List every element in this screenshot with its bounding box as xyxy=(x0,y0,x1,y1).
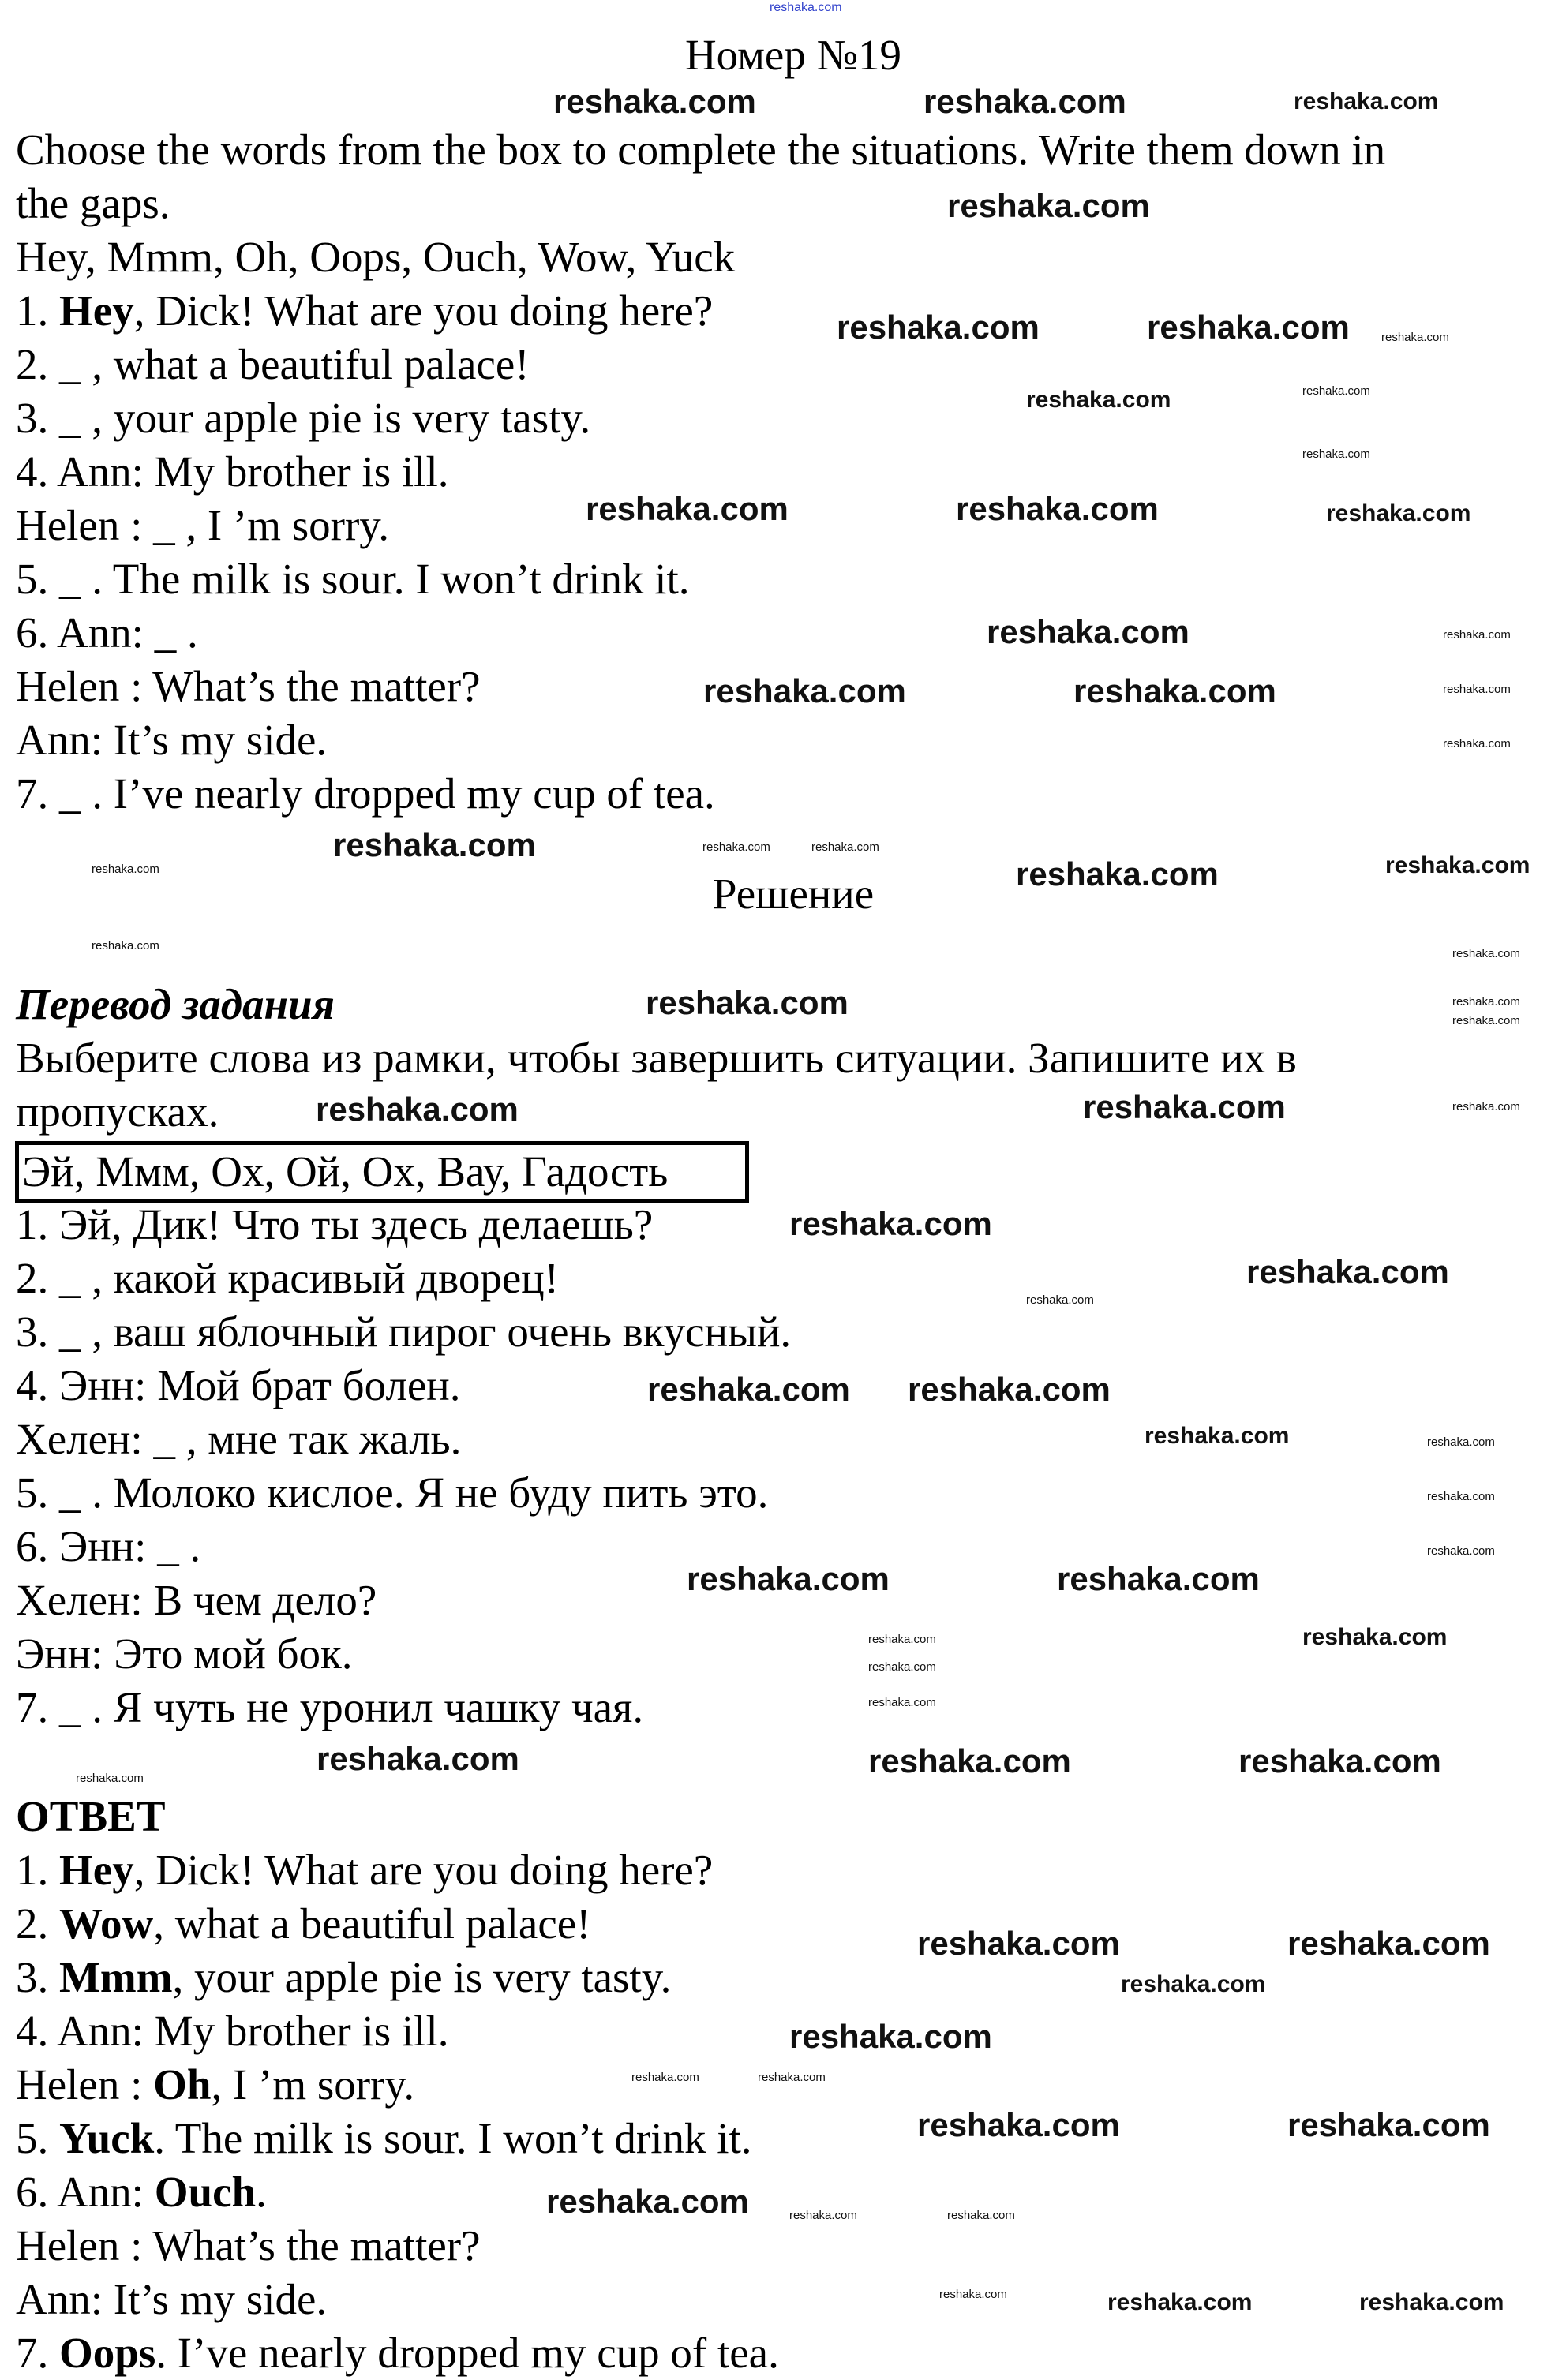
text-line xyxy=(16,391,1385,445)
text-line xyxy=(16,123,1385,177)
watermark: reshaka.com xyxy=(923,83,1126,120)
text-segment: , Dick! What are you doing here? xyxy=(133,1846,714,1894)
watermark: reshaka.com xyxy=(687,1560,890,1597)
text-line xyxy=(16,1305,791,1359)
watermark: reshaka.com xyxy=(789,2209,857,2222)
text-segment: пропусках. xyxy=(16,1087,219,1136)
watermark: reshaka.com xyxy=(1381,331,1449,344)
text-line xyxy=(16,1897,779,1951)
text-line xyxy=(16,338,1385,391)
text-segment: Helen : xyxy=(16,2060,154,2109)
watermark-top[interactable]: reshaka.com xyxy=(770,1,842,14)
text-segment: 6. Ann: _ . xyxy=(16,608,198,657)
text-line xyxy=(16,1790,779,1843)
text-line xyxy=(16,1413,791,1466)
text-segment: , Dick! What are you doing here? xyxy=(133,286,714,335)
page-title: Номер №19 xyxy=(684,31,902,79)
bold-answer: Oh xyxy=(153,2060,212,2109)
text-line xyxy=(16,1520,791,1574)
text-segment: Hey, Mmm, Oh, Oops, Ouch, Wow, Yuck xyxy=(16,233,736,281)
text-segment: 2. xyxy=(16,1899,59,1948)
watermark: reshaka.com xyxy=(811,840,879,854)
text-line xyxy=(16,177,1385,230)
text-segment: Хелен: _ , мне так жаль. xyxy=(16,1415,462,1463)
bold-answer: Hey xyxy=(59,286,134,335)
text-segment: , I ’m sorry. xyxy=(211,2060,415,2109)
text-segment: 2. _ , какой красивый дворец! xyxy=(16,1254,559,1302)
watermark: reshaka.com xyxy=(1452,947,1520,960)
watermark: reshaka.com xyxy=(789,2018,992,2055)
watermark: reshaka.com xyxy=(1427,1435,1495,1449)
text-line xyxy=(16,767,1385,821)
text-line xyxy=(16,1252,791,1305)
watermark: reshaka.com xyxy=(1452,995,1520,1009)
text-segment: 4. Энн: Мой брат болен. xyxy=(16,1361,461,1409)
text-segment: 4. Ann: My brother is ill. xyxy=(16,447,449,496)
watermark: reshaka.com xyxy=(947,187,1150,224)
watermark: reshaka.com xyxy=(1287,2106,1490,2143)
text-segment: . xyxy=(256,2168,267,2216)
section-heading: Перевод задания xyxy=(16,980,335,1028)
watermark: reshaka.com xyxy=(1147,309,1350,346)
watermark: reshaka.com xyxy=(868,1742,1071,1779)
bold-answer: Wow xyxy=(59,1899,154,1948)
bold-answer: ОТВЕТ xyxy=(16,1792,166,1840)
watermark: reshaka.com xyxy=(702,840,770,854)
text-segment: the gaps. xyxy=(16,179,170,227)
watermark: reshaka.com xyxy=(631,2071,699,2084)
translation-items xyxy=(16,1198,791,1734)
text-line xyxy=(16,2273,779,2326)
bold-answer: Mmm xyxy=(59,1953,173,2001)
watermark: reshaka.com xyxy=(908,1371,1111,1408)
watermark: reshaka.com xyxy=(1443,628,1511,642)
watermark: reshaka.com xyxy=(317,1740,519,1777)
text-line xyxy=(16,2112,779,2165)
text-segment: 5. xyxy=(16,2114,59,2162)
watermark: reshaka.com xyxy=(76,1772,144,1785)
text-segment: 3. _ , ваш яблочный пирог очень вкусный. xyxy=(16,1308,792,1356)
text-segment: 5. _ . Молоко кислое. Я не буду пить это. xyxy=(16,1469,769,1517)
watermark: reshaka.com xyxy=(646,984,849,1021)
watermark: reshaka.com xyxy=(1145,1423,1290,1449)
text-segment: . I’ve nearly dropped my cup of tea. xyxy=(155,2329,779,2377)
watermark: reshaka.com xyxy=(1107,2289,1253,2315)
text-segment: 7. _ . Я чуть не уронил чашку чая. xyxy=(16,1683,644,1731)
watermark: reshaka.com xyxy=(1427,1544,1495,1558)
text-line xyxy=(16,1198,791,1252)
watermark: reshaka.com xyxy=(1016,855,1219,892)
watermark: reshaka.com xyxy=(1083,1088,1286,1125)
text-segment: Ann: It’s my side. xyxy=(16,2275,328,2323)
text-line xyxy=(16,1574,791,1627)
watermark: reshaka.com xyxy=(1121,1971,1266,1997)
watermark: reshaka.com xyxy=(1302,1624,1448,1650)
watermark: reshaka.com xyxy=(1452,1100,1520,1113)
watermark: reshaka.com xyxy=(92,939,159,952)
watermark: reshaka.com xyxy=(1302,384,1370,398)
watermark: reshaka.com xyxy=(947,2209,1015,2222)
text-line xyxy=(16,2058,779,2112)
text-segment: Helen : _ , I ’m sorry. xyxy=(16,501,389,549)
text-line xyxy=(16,1843,779,1897)
text-segment: , what a beautiful palace! xyxy=(153,1899,591,1948)
watermark: reshaka.com xyxy=(868,1660,936,1674)
watermark: reshaka.com xyxy=(1443,737,1511,750)
watermark: reshaka.com xyxy=(939,2288,1007,2301)
watermark: reshaka.com xyxy=(917,2106,1120,2143)
text-line xyxy=(16,2326,779,2380)
watermark: reshaka.com xyxy=(1026,387,1171,413)
watermark: reshaka.com xyxy=(1302,447,1370,461)
text-segment: 3. _ , your apple pie is very tasty. xyxy=(16,394,591,442)
text-segment: Helen : What’s the matter? xyxy=(16,2221,481,2270)
text-line xyxy=(16,1031,1297,1085)
watermark: reshaka.com xyxy=(92,863,159,876)
text-segment: Choose the words from the box to complete the situations. Write them down in xyxy=(16,125,1386,174)
text-segment: Хелен: В чем дело? xyxy=(16,1576,377,1624)
text-line xyxy=(16,1951,779,2004)
watermark: reshaka.com xyxy=(316,1091,519,1128)
text-segment: 3. xyxy=(16,1953,59,2001)
text-segment: 1. xyxy=(16,1846,59,1894)
bold-answer: Yuck xyxy=(59,2114,155,2162)
text-line xyxy=(16,713,1385,767)
bold-answer: Hey xyxy=(59,1846,134,1894)
text-segment: 1. xyxy=(16,286,59,335)
answer-block xyxy=(16,1790,779,2380)
watermark: reshaka.com xyxy=(1026,1293,1094,1307)
task-text xyxy=(16,123,1385,821)
watermark: reshaka.com xyxy=(1326,500,1471,526)
watermark: reshaka.com xyxy=(1057,1560,1260,1597)
text-segment: 7. _ . I’ve nearly dropped my cup of tea. xyxy=(16,769,715,818)
watermark: reshaka.com xyxy=(333,826,536,863)
watermark: reshaka.com xyxy=(956,490,1159,527)
text-segment: Выберите слова из рамки, чтобы завершить ситуации. Запишите их в xyxy=(16,1034,1297,1082)
text-segment: 1. Эй, Дик! Что ты здесь делаешь? xyxy=(16,1200,654,1248)
watermark: reshaka.com xyxy=(868,1696,936,1709)
watermark: reshaka.com xyxy=(703,672,906,709)
text-segment: 2. _ , what a beautiful palace! xyxy=(16,340,530,388)
text-line xyxy=(16,1466,791,1520)
watermark: reshaka.com xyxy=(546,2183,749,2220)
text-line xyxy=(16,1681,791,1734)
watermark: reshaka.com xyxy=(586,490,789,527)
word-box: Эй, Ммм, Ох, Ой, Ох, Вау, Гадость xyxy=(15,1141,749,1203)
text-segment: Энн: Это мой бок. xyxy=(16,1630,353,1678)
text-segment: 6. Ann: xyxy=(16,2168,155,2216)
text-segment: , your apple pie is very tasty. xyxy=(172,1953,672,2001)
text-segment: 7. xyxy=(16,2329,59,2377)
text-segment: Helen : What’s the matter? xyxy=(16,662,481,710)
bold-answer: Ouch xyxy=(154,2168,257,2216)
text-line xyxy=(16,552,1385,606)
text-line xyxy=(16,2219,779,2273)
text-segment: 6. Энн: _ . xyxy=(16,1522,201,1570)
text-segment: 4. Ann: My brother is ill. xyxy=(16,2007,449,2055)
watermark: reshaka.com xyxy=(1443,683,1511,696)
watermark: reshaka.com xyxy=(789,1205,992,1242)
text-line xyxy=(16,2004,779,2058)
text-segment: . The milk is sour. I won’t drink it. xyxy=(154,2114,752,2162)
watermark: reshaka.com xyxy=(1287,1925,1490,1962)
watermark: reshaka.com xyxy=(647,1371,850,1408)
watermark: reshaka.com xyxy=(987,613,1189,650)
watermark: reshaka.com xyxy=(868,1633,936,1646)
watermark: reshaka.com xyxy=(553,83,756,120)
text-segment: Ann: It’s my side. xyxy=(16,716,328,764)
watermark: reshaka.com xyxy=(1294,88,1439,114)
watermark: reshaka.com xyxy=(917,1925,1120,1962)
watermark: reshaka.com xyxy=(1073,672,1276,709)
text-line xyxy=(16,1627,791,1681)
bold-answer: Oops xyxy=(59,2329,156,2377)
watermark: reshaka.com xyxy=(1246,1253,1449,1290)
text-line xyxy=(16,230,1385,284)
watermark: reshaka.com xyxy=(837,309,1040,346)
watermark: reshaka.com xyxy=(1452,1014,1520,1027)
watermark: reshaka.com xyxy=(1359,2289,1504,2315)
watermark: reshaka.com xyxy=(1427,1490,1495,1503)
watermark: reshaka.com xyxy=(1238,1742,1441,1779)
watermark: reshaka.com xyxy=(758,2071,826,2084)
solution-heading: Решение xyxy=(712,870,875,918)
text-segment: 5. _ . The milk is sour. I won’t drink it. xyxy=(16,555,690,603)
watermark: reshaka.com xyxy=(1385,852,1530,878)
